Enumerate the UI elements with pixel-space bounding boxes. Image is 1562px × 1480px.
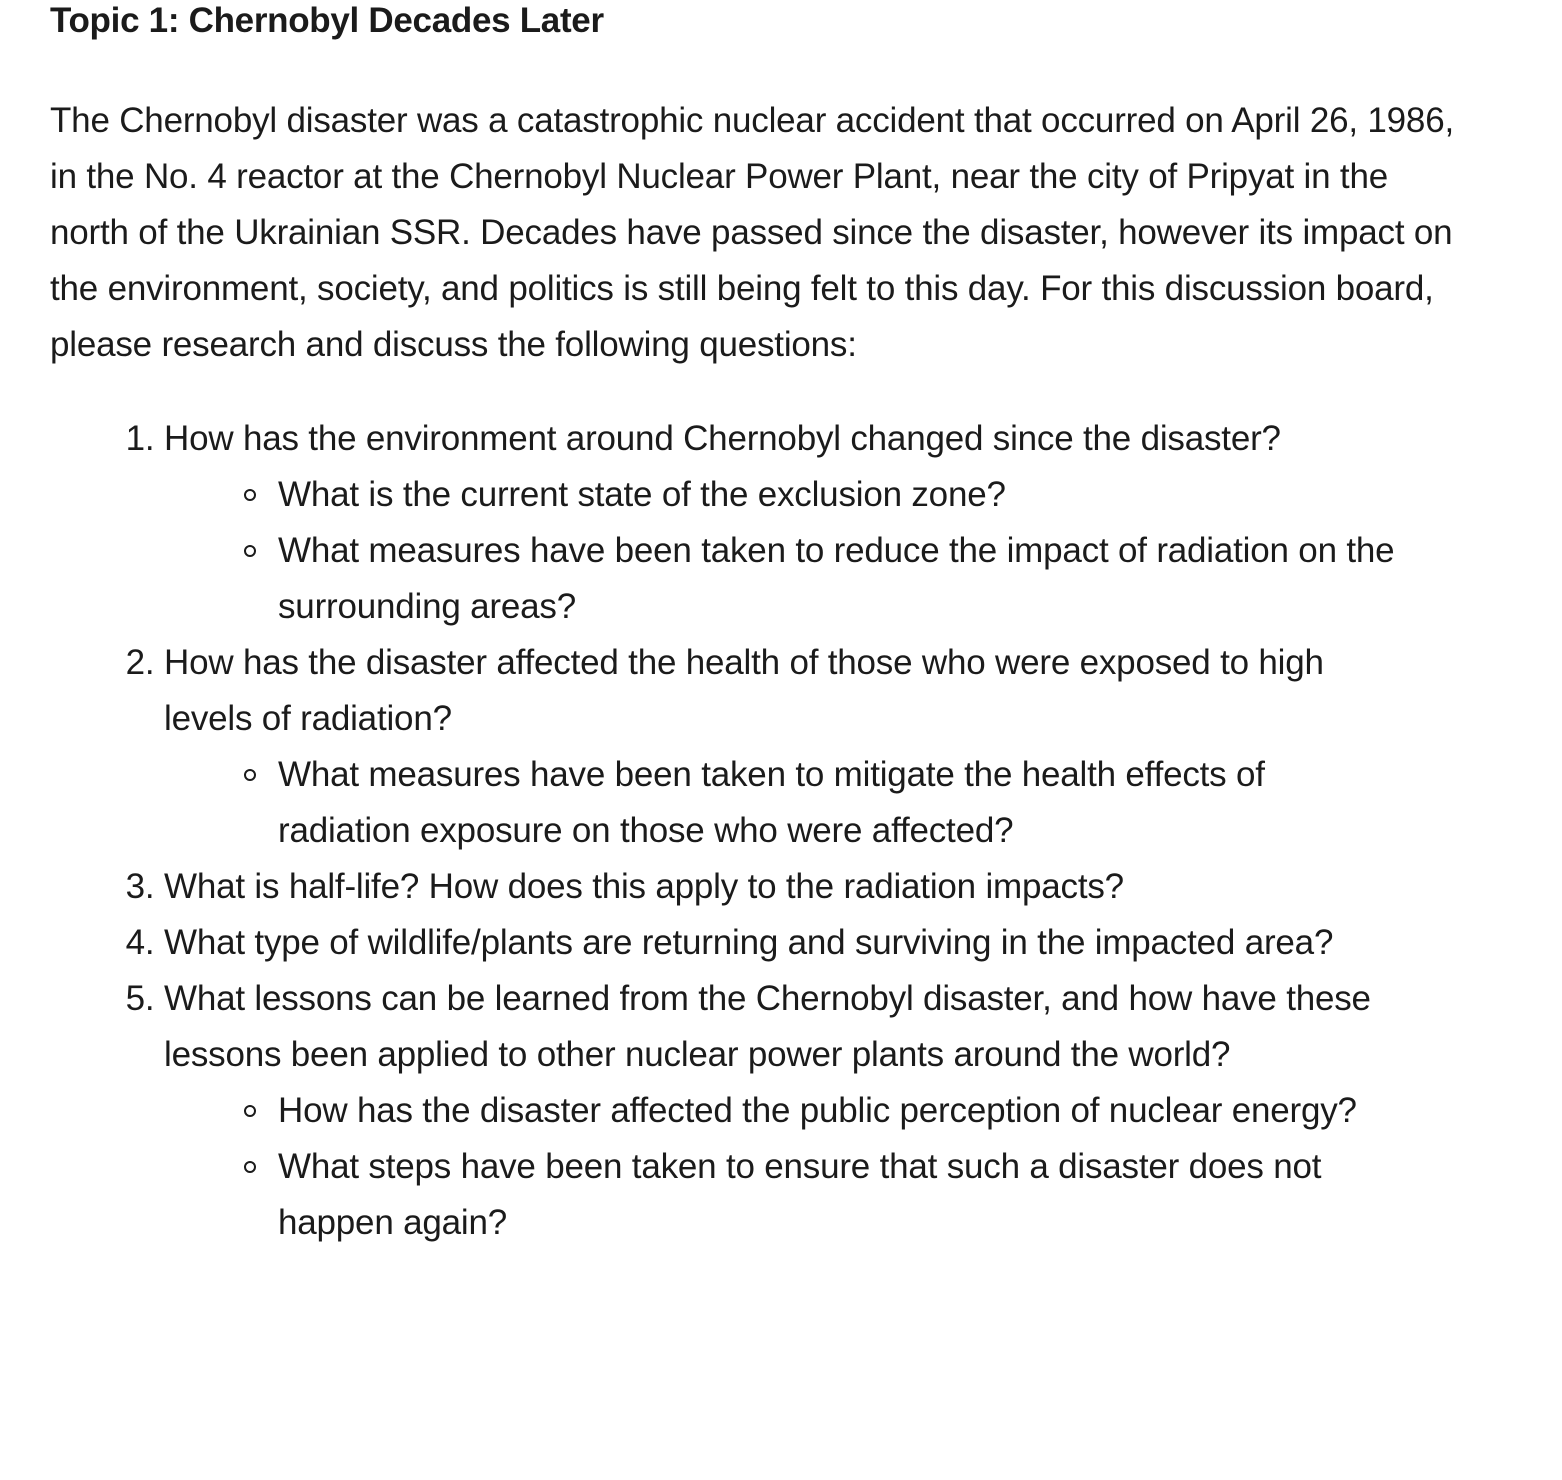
hollow-bullet-icon (244, 1161, 256, 1173)
question-item (164, 859, 1404, 915)
question-text: What type of wildlife/plants are returning and surviving in the impacted area? (164, 923, 1334, 962)
sub-question-text: What measures have been taken to mitigate the health effects of radiation exposure on those who were affected? (278, 755, 1265, 850)
hollow-bullet-icon (244, 545, 256, 557)
sub-question-list (164, 467, 1404, 635)
question-list (50, 411, 1512, 1251)
topic-intro: The Chernobyl disaster was a catastrophic nuclear accident that occurred on April 26, 1986, in the No. 4 reactor at the Chernobyl Nuclear Power Plant, near the city of Pripyat in the north of the Ukrainian SSR. Decades have passed since the disaster, however its impact on the environment, society, and politics is still being felt to this day. For this discussion board, please research and discuss the following questions: (50, 101, 1454, 364)
sub-question-text: What steps have been taken to ensure that such a disaster does not happen again? (278, 1147, 1322, 1242)
sub-question-item (244, 523, 1403, 635)
sub-question-text: What measures have been taken to reduce the impact of radiation on the surrounding areas? (278, 531, 1395, 626)
sub-question-list (164, 1083, 1404, 1251)
question-item (164, 411, 1404, 635)
question-text: How has the environment around Chernobyl changed since the disaster? (164, 419, 1281, 458)
question-item (164, 971, 1404, 1251)
sub-question-item (244, 1139, 1403, 1251)
sub-question-item (244, 467, 1403, 523)
question-item (164, 635, 1404, 859)
hollow-bullet-icon (244, 769, 256, 781)
question-text: What is half-life? How does this apply to the radiation impacts? (164, 867, 1124, 906)
topic-title: Topic 1: Chernobyl Decades Later (50, 1, 604, 40)
sub-question-text: What is the current state of the exclusion zone? (278, 475, 1006, 514)
hollow-bullet-icon (244, 489, 256, 501)
question-text: What lessons can be learned from the Chernobyl disaster, and how have these lessons been applied to other nuclear power plants around the world? (164, 979, 1371, 1074)
sub-question-item (244, 747, 1403, 859)
sub-question-item (244, 1083, 1403, 1139)
question-text: How has the disaster affected the health of those who were exposed to high levels of radiation? (164, 643, 1324, 738)
sub-question-text: How has the disaster affected the public perception of nuclear energy? (278, 1091, 1357, 1130)
hollow-bullet-icon (244, 1105, 256, 1117)
question-item (164, 915, 1404, 971)
sub-question-list (164, 747, 1404, 859)
